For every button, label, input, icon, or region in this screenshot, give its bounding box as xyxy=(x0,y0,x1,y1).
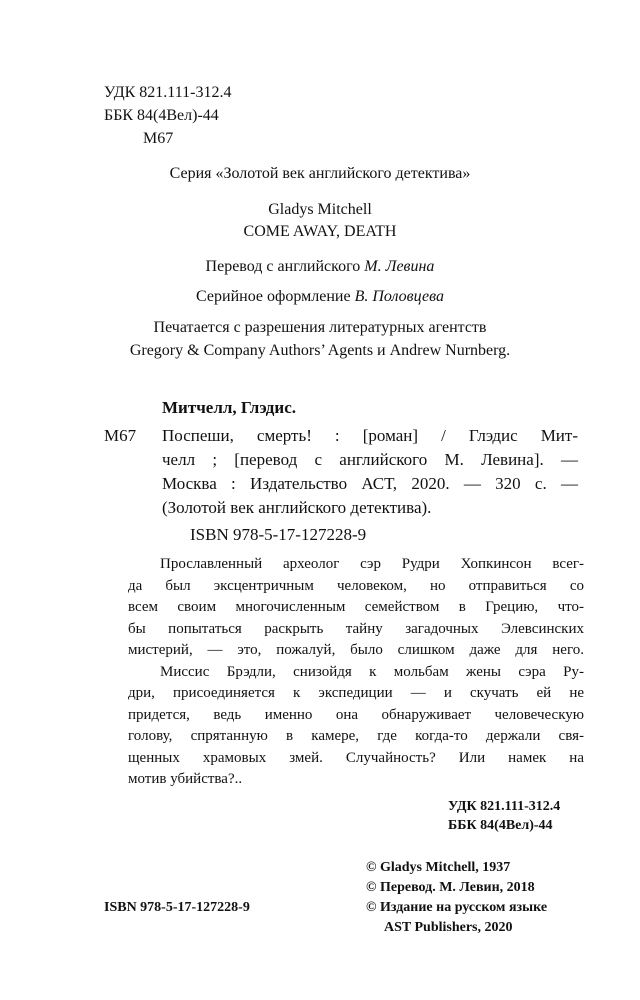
annotation-line: да был эксцентричным человеком, но отправиться со xyxy=(128,577,584,594)
annotation-line: мотив убийства?.. xyxy=(128,771,243,787)
footer-bbk: ББК 84(4Вел)-44 xyxy=(448,818,553,833)
catalog-entry-line: Поспеши, смерть! : [роман] / Глэдис Мит- xyxy=(162,426,578,445)
catalog-entry-line: челл ; [перевод с английского М. Левина]. — xyxy=(162,450,578,469)
catalog-entry-line: (Золотой век английского детектива). xyxy=(162,498,432,517)
annotation-line: щенных храмовых змей. Случайность? Или намек на xyxy=(128,749,584,766)
annotation-line: мистерий, — это, пожалуй, было слишком даже для него. xyxy=(128,642,584,658)
annotation-line: дри, присоединяется к экспедиции — и скучать ей не xyxy=(128,685,584,701)
series-line: Серия «Золотой век английского детектива» xyxy=(169,165,471,182)
copyright-line: © Gladys Mitchell, 1937 xyxy=(366,860,511,875)
annotation-line: голову, спрятанную в камере, где когда-то держали свя- xyxy=(128,728,584,744)
udk-code: УДК 821.111-312.4 xyxy=(104,84,232,101)
translation-credit xyxy=(0,256,640,277)
copyright-line: AST Publishers, 2020 xyxy=(384,920,513,935)
annotation-line: Прославленный археолог сэр Рудри Хопкинсон всег- xyxy=(160,556,584,572)
catalog-author-heading: Митчелл, Глэдис. xyxy=(162,398,296,417)
permission-line-2: Gregory & Company Authors’ Agents и Andrew Nurnberg. xyxy=(129,342,511,359)
copyright-line: © Издание на русском языке xyxy=(366,900,548,915)
catalog-sign: М67 xyxy=(104,426,137,445)
annotation-line: придется, ведь именно она обнаруживает человеческую xyxy=(128,706,584,723)
annotation xyxy=(128,554,584,791)
catalog-entry xyxy=(162,425,578,521)
translation-prefix: Перевод с английского xyxy=(205,258,365,275)
annotation-line: бы попытаться раскрыть тайну загадочных Элевсинских xyxy=(128,620,584,637)
translator-name: М. Левина xyxy=(364,258,435,275)
design-prefix: Серийное оформление xyxy=(196,288,355,305)
annotation-line: всем своим многочисленным семейством в Грецию, что- xyxy=(128,599,584,615)
designer-name: В. Половцева xyxy=(354,288,444,305)
annotation-line: Миссис Брэдли, снизойдя к мольбам жены сэра Ру- xyxy=(160,663,584,680)
original-title: COME AWAY, DEATH xyxy=(243,223,397,240)
bbk-code: ББК 84(4Вел)-44 xyxy=(104,107,219,124)
author-sign: М67 xyxy=(143,130,174,147)
catalog-entry-line: Москва : Издательство АСТ, 2020. — 320 с. — xyxy=(162,474,578,493)
permission-line-1: Печатается с разрешения литературных агентств xyxy=(153,319,487,336)
design-credit xyxy=(0,286,640,307)
original-author: Gladys Mitchell xyxy=(268,201,372,218)
bottom-isbn: ISBN 978-5-17-127228-9 xyxy=(104,900,250,915)
copyright-line: © Перевод. М. Левин, 2018 xyxy=(366,880,535,895)
footer-udk: УДК 821.111-312.4 xyxy=(448,799,561,814)
catalog-isbn: ISBN 978-5-17-127228-9 xyxy=(190,525,367,544)
